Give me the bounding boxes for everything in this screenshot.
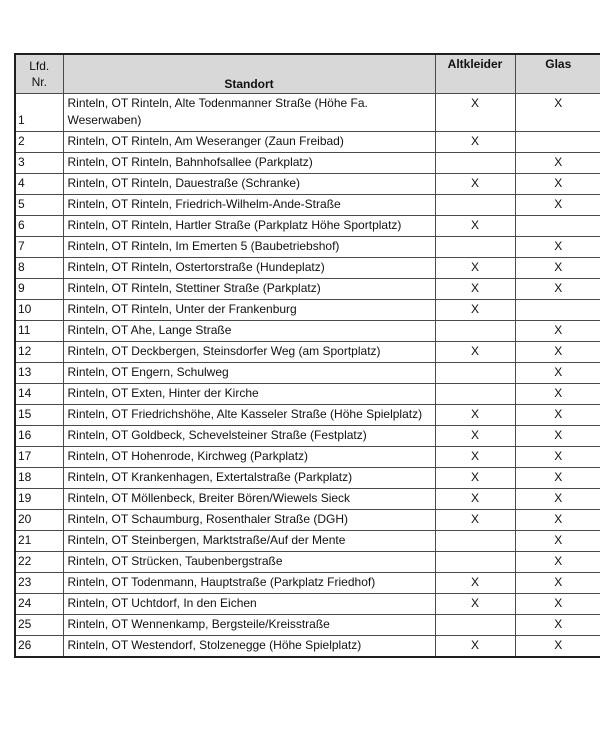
altkleider-mark-cell bbox=[435, 551, 515, 572]
standort-cell: Rinteln, OT Schaumburg, Rosenthaler Straße (DGH) bbox=[63, 509, 435, 530]
row-number-cell: 14 bbox=[15, 383, 63, 404]
glas-mark-cell: X bbox=[515, 572, 600, 593]
table-row bbox=[15, 257, 600, 278]
row-number-cell: 24 bbox=[15, 593, 63, 614]
altkleider-mark-cell: X bbox=[435, 446, 515, 467]
standort-cell: Rinteln, OT Rinteln, Ostertorstraße (Hundeplatz) bbox=[63, 257, 435, 278]
glas-mark-cell: X bbox=[515, 467, 600, 488]
row-number-cell: 9 bbox=[15, 278, 63, 299]
standort-cell: Rinteln, OT Todenmann, Hauptstraße (Parkplatz Friedhof) bbox=[63, 572, 435, 593]
standort-cell: Rinteln, OT Ahe, Lange Straße bbox=[63, 320, 435, 341]
altkleider-mark-cell: X bbox=[435, 93, 515, 131]
table-row bbox=[15, 173, 600, 194]
row-number-cell: 1 bbox=[15, 93, 63, 131]
table-body bbox=[15, 93, 600, 657]
glas-mark-cell: X bbox=[515, 362, 600, 383]
glas-mark-cell: X bbox=[515, 593, 600, 614]
table-row bbox=[15, 341, 600, 362]
glas-mark-cell: X bbox=[515, 509, 600, 530]
glas-mark-cell: X bbox=[515, 257, 600, 278]
table-row bbox=[15, 93, 600, 131]
table-row bbox=[15, 467, 600, 488]
table-row bbox=[15, 194, 600, 215]
table-row bbox=[15, 593, 600, 614]
row-number-cell: 3 bbox=[15, 152, 63, 173]
standort-cell: Rinteln, OT Goldbeck, Schevelsteiner Straße (Festplatz) bbox=[63, 425, 435, 446]
standort-cell: Rinteln, OT Steinbergen, Marktstraße/Auf der Mente bbox=[63, 530, 435, 551]
altkleider-mark-cell bbox=[435, 236, 515, 257]
standort-cell: Rinteln, OT Möllenbeck, Breiter Bören/Wiewels Sieck bbox=[63, 488, 435, 509]
glas-mark-cell: X bbox=[515, 425, 600, 446]
table-row bbox=[15, 530, 600, 551]
header-row bbox=[15, 54, 600, 93]
altkleider-mark-cell: X bbox=[435, 593, 515, 614]
row-number-cell: 11 bbox=[15, 320, 63, 341]
standort-cell: Rinteln, OT Rinteln, Friedrich-Wilhelm-Ande-Straße bbox=[63, 194, 435, 215]
glas-mark-cell: X bbox=[515, 341, 600, 362]
standort-cell: Rinteln, OT Krankenhagen, Extertalstraße (Parkplatz) bbox=[63, 467, 435, 488]
glas-mark-cell: X bbox=[515, 404, 600, 425]
table-row bbox=[15, 152, 600, 173]
row-number-cell: 12 bbox=[15, 341, 63, 362]
collection-sites-table bbox=[14, 53, 600, 658]
table-row bbox=[15, 446, 600, 467]
glas-mark-cell: X bbox=[515, 320, 600, 341]
table-row bbox=[15, 215, 600, 236]
standort-cell: Rinteln, OT Engern, Schulweg bbox=[63, 362, 435, 383]
table-row bbox=[15, 551, 600, 572]
altkleider-mark-cell bbox=[435, 152, 515, 173]
row-number-cell: 4 bbox=[15, 173, 63, 194]
glas-mark-cell: X bbox=[515, 488, 600, 509]
standort-cell: Rinteln, OT Rinteln, Stettiner Straße (Parkplatz) bbox=[63, 278, 435, 299]
row-number-cell: 19 bbox=[15, 488, 63, 509]
glas-mark-cell: X bbox=[515, 278, 600, 299]
row-number-cell: 15 bbox=[15, 404, 63, 425]
table-row bbox=[15, 614, 600, 635]
altkleider-mark-cell: X bbox=[435, 488, 515, 509]
glas-mark-cell: X bbox=[515, 152, 600, 173]
table-row bbox=[15, 404, 600, 425]
standort-cell: Rinteln, OT Strücken, Taubenbergstraße bbox=[63, 551, 435, 572]
standort-cell: Rinteln, OT Rinteln, Hartler Straße (Parkplatz Höhe Sportplatz) bbox=[63, 215, 435, 236]
altkleider-mark-cell: X bbox=[435, 299, 515, 320]
row-number-cell: 25 bbox=[15, 614, 63, 635]
table-row bbox=[15, 383, 600, 404]
row-number-cell: 2 bbox=[15, 131, 63, 152]
altkleider-mark-cell: X bbox=[435, 215, 515, 236]
table-row bbox=[15, 278, 600, 299]
header-cell-lfd-nr bbox=[15, 54, 63, 93]
table-row bbox=[15, 299, 600, 320]
row-number-cell: 26 bbox=[15, 635, 63, 657]
altkleider-mark-cell: X bbox=[435, 635, 515, 657]
standort-cell: Rinteln, OT Uchtdorf, In den Eichen bbox=[63, 593, 435, 614]
table-row bbox=[15, 488, 600, 509]
row-number-cell: 6 bbox=[15, 215, 63, 236]
glas-mark-cell: X bbox=[515, 530, 600, 551]
row-number-cell: 16 bbox=[15, 425, 63, 446]
standort-cell: Rinteln, OT Rinteln, Dauestraße (Schranke) bbox=[63, 173, 435, 194]
row-number-cell: 10 bbox=[15, 299, 63, 320]
row-number-cell: 13 bbox=[15, 362, 63, 383]
header-cell-altkleider: Altkleider bbox=[435, 54, 515, 93]
standort-cell: Rinteln, OT Rinteln, Im Emerten 5 (Baubetriebshof) bbox=[63, 236, 435, 257]
table-row bbox=[15, 236, 600, 257]
altkleider-mark-cell: X bbox=[435, 509, 515, 530]
row-number-cell: 20 bbox=[15, 509, 63, 530]
glas-mark-cell: X bbox=[515, 383, 600, 404]
standort-cell: Rinteln, OT Rinteln, Bahnhofsallee (Parkplatz) bbox=[63, 152, 435, 173]
altkleider-mark-cell: X bbox=[435, 257, 515, 278]
standort-cell: Rinteln, OT Westendorf, Stolzenegge (Höhe Spielplatz) bbox=[63, 635, 435, 657]
standort-cell: Rinteln, OT Deckbergen, Steinsdorfer Weg (am Sportplatz) bbox=[63, 341, 435, 362]
glas-mark-cell: X bbox=[515, 635, 600, 657]
row-number-cell: 5 bbox=[15, 194, 63, 215]
table-row bbox=[15, 572, 600, 593]
standort-cell: Rinteln, OT Rinteln, Am Weseranger (Zaun Freibad) bbox=[63, 131, 435, 152]
altkleider-mark-cell: X bbox=[435, 131, 515, 152]
altkleider-mark-cell: X bbox=[435, 278, 515, 299]
table-row bbox=[15, 425, 600, 446]
standort-cell: Rinteln, OT Friedrichshöhe, Alte Kasseler Straße (Höhe Spielplatz) bbox=[63, 404, 435, 425]
row-number-cell: 21 bbox=[15, 530, 63, 551]
glas-mark-cell bbox=[515, 131, 600, 152]
header-cell-glas: Glas bbox=[515, 54, 600, 93]
row-number-cell: 22 bbox=[15, 551, 63, 572]
altkleider-mark-cell bbox=[435, 383, 515, 404]
glas-mark-cell: X bbox=[515, 236, 600, 257]
altkleider-mark-cell bbox=[435, 614, 515, 635]
row-number-cell: 18 bbox=[15, 467, 63, 488]
standort-cell: Rinteln, OT Hohenrode, Kirchweg (Parkplatz) bbox=[63, 446, 435, 467]
header-cell-standort: Standort bbox=[63, 54, 435, 93]
table-row bbox=[15, 131, 600, 152]
altkleider-mark-cell bbox=[435, 320, 515, 341]
table-header bbox=[15, 54, 600, 93]
table-row bbox=[15, 509, 600, 530]
glas-mark-cell: X bbox=[515, 614, 600, 635]
altkleider-mark-cell: X bbox=[435, 467, 515, 488]
altkleider-mark-cell: X bbox=[435, 404, 515, 425]
glas-mark-cell bbox=[515, 215, 600, 236]
glas-mark-cell bbox=[515, 299, 600, 320]
altkleider-mark-cell bbox=[435, 362, 515, 383]
altkleider-mark-cell: X bbox=[435, 425, 515, 446]
header-lfd-line2: Nr. bbox=[31, 75, 47, 89]
glas-mark-cell: X bbox=[515, 194, 600, 215]
header-lfd-line1: Lfd. bbox=[29, 59, 50, 73]
standort-cell: Rinteln, OT Wennenkamp, Bergsteile/Kreisstraße bbox=[63, 614, 435, 635]
standort-cell: Rinteln, OT Rinteln, Unter der Frankenburg bbox=[63, 299, 435, 320]
glas-mark-cell: X bbox=[515, 446, 600, 467]
altkleider-mark-cell bbox=[435, 194, 515, 215]
altkleider-mark-cell bbox=[435, 530, 515, 551]
altkleider-mark-cell: X bbox=[435, 341, 515, 362]
row-number-cell: 17 bbox=[15, 446, 63, 467]
altkleider-mark-cell: X bbox=[435, 173, 515, 194]
row-number-cell: 23 bbox=[15, 572, 63, 593]
row-number-cell: 8 bbox=[15, 257, 63, 278]
table-row bbox=[15, 320, 600, 341]
standort-cell: Rinteln, OT Exten, Hinter der Kirche bbox=[63, 383, 435, 404]
glas-mark-cell: X bbox=[515, 551, 600, 572]
glas-mark-cell: X bbox=[515, 93, 600, 131]
altkleider-mark-cell: X bbox=[435, 572, 515, 593]
row-number-cell: 7 bbox=[15, 236, 63, 257]
table-row bbox=[15, 362, 600, 383]
glas-mark-cell: X bbox=[515, 173, 600, 194]
table-row bbox=[15, 635, 600, 657]
standort-cell: Rinteln, OT Rinteln, Alte Todenmanner Straße (Höhe Fa. Weserwaben) bbox=[63, 93, 435, 131]
